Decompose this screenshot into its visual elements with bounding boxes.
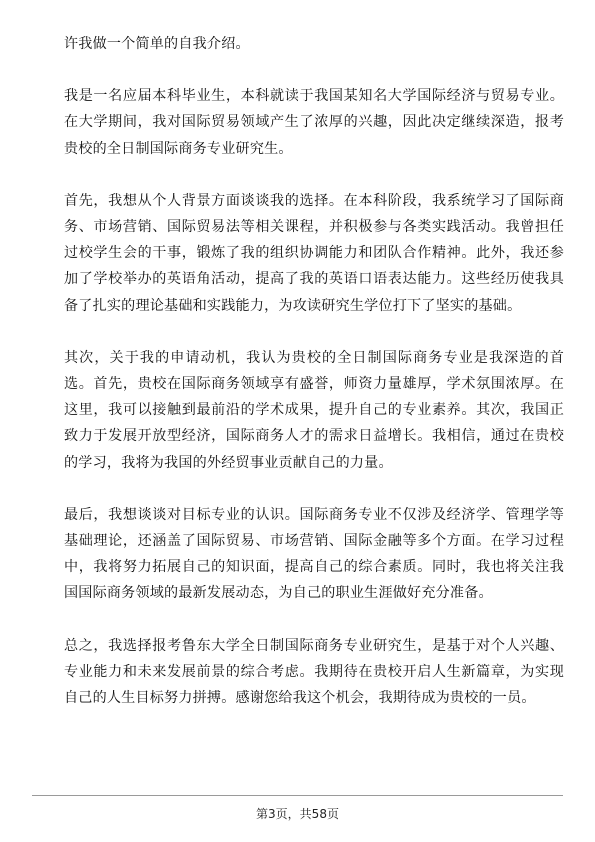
paragraph-conclusion: 总之，我选择报考鲁东大学全日制国际商务专业研究生，是基于对个人兴趣、专业能力和未来发展前景的综合考虑。我期待在贵校开启人生新篇章，为实现自己的人生目标努力拼搏。感谢您给我这个机会，我期待成为贵校的一员。 (64, 637, 564, 707)
footer-divider (32, 795, 563, 796)
paragraph-major-understanding: 最后，我想谈谈对目标专业的认识。国际商务专业不仅涉及经济学、管理学等基础理论，还涵盖了国际贸易、市场营销、国际金融等多个方面。在学习过程中，我将努力拓展自己的知识面，提高自己的综合素质。同时，我也将关注我国国际商务领域的最新发展动态，为自己的职业生涯做好充分准备。 (64, 506, 564, 602)
paragraph-motivation: 其次，关于我的申请动机，我认为贵校的全日制国际商务专业是我深造的首选。首先，贵校在国际商务领域享有盛誉，师资力量雄厚，学术氛围浓厚。在这里，我可以接触到最前沿的学术成果，提升自己的专业素养。其次，我国正致力于发展开放型经济，国际商务人才的需求日益增长。我相信，通过在贵校的学习，我将为我国的外经贸事业贡献自己的力量。 (64, 349, 564, 471)
page-number: 第3页，共58页 (256, 807, 339, 821)
paragraph-background: 我是一名应届本科毕业生，本科就读于我国某知名大学国际经济与贸易专业。在大学期间，我对国际贸易领域产生了浓厚的兴趣，因此决定继续深造，报考贵校的全日制国际商务专业研究生。 (64, 88, 564, 157)
paragraph-intro: 许我做一个简单的自我介绍。 (64, 36, 250, 52)
paragraph-personal-background: 首先，我想从个人背景方面谈谈我的选择。在本科阶段，我系统学习了国际商务、市场营销、国际贸易法等相关课程，并积极参与各类实践活动。我曾担任过校学生会的干事，锻炼了我的组织协调能力和团队合作精神。此外，我还参加了学校举办的英语角活动，提高了我的英语口语表达能力。这些经历使我具备了扎实的理论基础和实践能力，为攻读研究生学位打下了坚实的基础。 (64, 192, 564, 314)
document-body (64, 31, 564, 737)
